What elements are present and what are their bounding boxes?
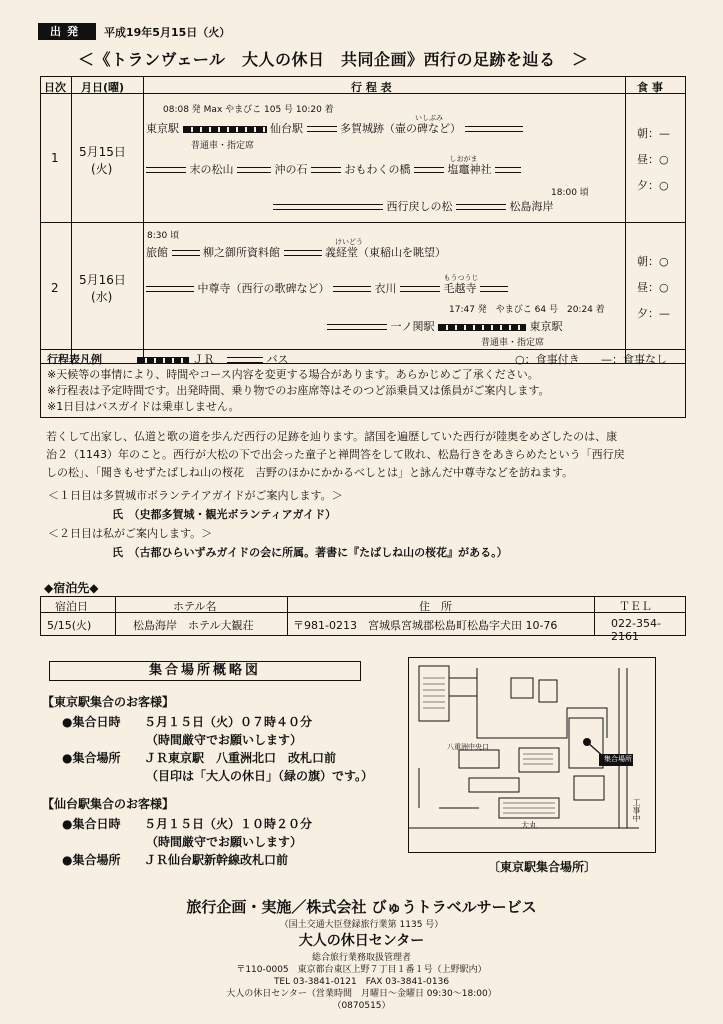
day2-weekday: (水) — [91, 290, 113, 304]
hotel-header-address: 住 所 — [419, 600, 452, 613]
bus-line — [480, 286, 508, 292]
map-label-yaesu: 八重洲中央口 — [447, 743, 489, 751]
day2-time-830: 8:30 頃 — [147, 231, 180, 241]
bus-line — [273, 204, 383, 210]
stop-ishibumi: 碑 — [417, 122, 428, 135]
day1-weekday: (火) — [91, 162, 113, 176]
stop-suenomatsuyama: 末の松山 — [189, 163, 234, 176]
stop-shiogama-wrap — [447, 155, 492, 176]
hotel-cell-name: 松島海岸 ホテル大観荘 — [133, 619, 254, 632]
guide1-name: 氏 （史都多賀城・観光ボランティアガイド） — [112, 508, 337, 521]
guide1-head: ＜１日目は多賀城市ボランテイアガイドがご案内します。＞ — [48, 489, 343, 502]
day1-meal-breakfast: 朝：— — [637, 127, 670, 140]
itinerary-table — [40, 76, 686, 364]
station-map — [408, 657, 656, 853]
header-plan: 行 程 表 — [351, 81, 392, 94]
depart-date: 平成19年5月15日（火） — [104, 26, 231, 39]
sendai-time: ５月１５日（火）１０時２０分 — [144, 817, 313, 831]
footer-company: 旅行企画・実施／株式会社 びゅうトラベルサービス — [186, 898, 537, 916]
stop-chusonji: 中尊寺（西行の歌碑など） — [197, 282, 330, 295]
footer-address: 〒110-0005 東京都台東区上野７丁目１番１号（上野駅内） — [236, 965, 487, 975]
header-day: 日次 — [44, 81, 66, 94]
stop-ichinoseki: 一ノ関駅 — [390, 320, 435, 333]
intro-line: しの松」、「聞きもせずたばしね山の桜花 吉野のほかにかかるべしとは」と詠んだ中尊寺などを訪ねます。 — [46, 466, 574, 479]
jr-line — [183, 126, 267, 133]
note-line: ※1日目はバスガイドは乗車しません。 — [47, 400, 240, 413]
ruby-shiogama: しおがま — [449, 155, 478, 163]
day1-time-1800: 18:00 頃 — [551, 188, 589, 198]
tokyo-time-label: ●集合日時 — [62, 715, 121, 729]
stop-koromogawa: 衣川 — [374, 282, 397, 295]
day2-row3 — [327, 318, 563, 334]
bus-line — [333, 286, 371, 292]
stop-tagajo-tail: など） — [428, 122, 461, 135]
bus-line — [307, 126, 337, 132]
legend-label: 行程表凡例 — [47, 353, 102, 366]
jr-line — [137, 357, 189, 364]
day1-date: 5月15日 — [79, 145, 126, 159]
stop-omowaku: おもわくの橋 — [344, 163, 411, 176]
stop-matsushima: 松島海岸 — [509, 200, 554, 213]
bus-line — [146, 167, 186, 173]
hotel-table — [40, 596, 686, 643]
day1-row3 — [273, 198, 554, 214]
day2-train-note: 17:47 発 やまびこ 64 号 20:24 着 — [449, 305, 605, 315]
day2-date: 5月16日 — [79, 273, 126, 287]
hotel-header-tel: ＴＥＬ — [619, 600, 652, 613]
bus-line — [327, 324, 387, 330]
tokyo-time-note: （時間厳守でお願いします） — [146, 733, 303, 747]
sendai-place-label: ●集合場所 — [62, 853, 121, 867]
sendai-time-label: ●集合日時 — [62, 817, 121, 831]
intro-paragraph — [46, 428, 686, 482]
footer-center: 大人の休日センター — [298, 933, 425, 949]
notes-box — [40, 364, 686, 418]
tokyo-place: ＪＲ東京駅 八重洲北口 改札口前 — [144, 751, 337, 765]
page-title: ＜《トランヴェール 大人の休日 共同企画》西行の足跡を辿る ＞ — [78, 50, 589, 69]
sendai-time-note: （時間厳守でお願いします） — [146, 835, 303, 849]
map-label-construction: 工事中 — [632, 798, 641, 822]
bus-line — [172, 250, 200, 256]
day2-meal-breakfast: 朝：○ — [637, 255, 669, 268]
bus-line — [227, 357, 263, 363]
note-line: ※行程表は予定時間です。出発時間、乗り物でのお座席等はそのつど添乗員又は係員がご案内します。 — [47, 384, 550, 397]
meeting-title: 集合場所概略図 — [49, 661, 361, 681]
stop-tokyo-return: 東京駅 — [529, 320, 563, 333]
stop-modoshi: 西行戻しの松 — [386, 200, 453, 213]
day2-meal-dinner: 夕：— — [637, 307, 670, 320]
hotel-header-name: ホテル名 — [173, 600, 217, 613]
hotel-cell-date: 5/15(火) — [47, 619, 92, 632]
depart-label: 出発 — [38, 23, 96, 40]
bus-line — [400, 286, 440, 292]
bus-line — [284, 250, 322, 256]
sendai-place: ＪＲ仙台駅新幹線改札口前 — [144, 853, 289, 867]
stop-shiogama: 塩竈神社 — [447, 163, 492, 176]
hotel-cell-address: 〒981-0213 宮城県宮城郡松島町松島字犬田 10-76 — [293, 619, 558, 632]
tokyo-place-note: （目印は「大人の休日」（緑の旗）です。） — [146, 769, 374, 783]
legend-bus-label: バス — [266, 353, 289, 366]
stop-yanaginogosho: 柳之御所資料館 — [203, 246, 280, 259]
intro-line: 若くして出家し、仏道と歌の道を歩んだ西行の足跡を辿ります。諸国を遍歴していた西行が陸奥をめざしたのは、康 — [46, 430, 618, 443]
header-meals: 食 事 — [637, 81, 663, 94]
bus-line — [465, 126, 523, 132]
day1-meal-lunch: 昼：○ — [637, 153, 669, 166]
day1-meal-dinner: 夕：○ — [637, 179, 669, 192]
day1-train-note: 08:08 発 Max やまびこ 105 号 10:20 着 — [163, 105, 334, 115]
bus-line — [311, 167, 341, 173]
day2-meal-lunch: 昼：○ — [637, 281, 669, 294]
day2-seat-note: 普通車・指定席 — [481, 338, 545, 348]
header-date: 月日(曜) — [81, 81, 125, 94]
bus-line — [456, 204, 506, 210]
bus-line — [414, 167, 444, 173]
legend-jr-label: ＪＲ — [192, 353, 215, 366]
day1-row2 — [146, 155, 521, 177]
ruby-motsuji: もうつうじ — [443, 274, 479, 282]
guide2-name: 氏 （古都ひらいずみガイドの会に所属。著書に『たばしね山の桜花』がある。） — [112, 546, 508, 559]
bus-line — [237, 167, 271, 173]
day1-row1 — [146, 114, 523, 136]
intro-line: 治２（1143）年のこと。西行が大松の下で出会った童子と禅問答をして敗れ、松島行きをあきらめたという「西行戻 — [46, 448, 625, 461]
stop-gikeido-wrap — [325, 238, 446, 259]
stop-tagajo: 多賀城跡（壷の — [340, 122, 417, 135]
ruby-ishibumi: いしぶみ — [415, 114, 443, 122]
footer-manager: 総合旅行業務取扱管理者 — [311, 953, 411, 963]
hotel-header-date: 宿泊日 — [55, 600, 88, 613]
map-label-daimaru: 大丸 — [521, 821, 537, 830]
day2-row2 — [146, 274, 508, 296]
note-line: ※天候等の事情により、時間やコース内容を変更する場合があります。あらかじめご了承ください。 — [47, 368, 539, 381]
stop-okinoishi: 沖の石 — [274, 163, 308, 176]
ruby-keido: けいどう — [335, 238, 363, 246]
stop-sendai: 仙台駅 — [270, 122, 303, 135]
day1-seat-note: 普通車・指定席 — [191, 141, 255, 151]
footer-phone: TEL 03-3841-0121 FAX 03-3841-0136 — [273, 977, 450, 987]
hotel-cell-tel: 022-354-2161 — [611, 617, 661, 643]
guide2-head: ＜２日目は私がご案内します。＞ — [48, 527, 213, 540]
stop-tokyo: 東京駅 — [146, 122, 179, 135]
stop-motsuji-wrap — [443, 274, 479, 295]
day2-number: 2 — [51, 281, 59, 295]
map-label-meeting: 集合場所 — [604, 755, 632, 763]
stop-ryokan: 旅館 — [146, 246, 168, 259]
sendai-head: 【仙台駅集合のお客様】 — [42, 797, 175, 811]
tokyo-place-label: ●集合場所 — [62, 751, 121, 765]
map-caption: 〔東京駅集合場所〕 — [488, 860, 597, 874]
footer-hours: 大人の休日センター（営業時間 月曜日～金曜日 09:30～18:00） — [226, 989, 497, 999]
footer-code: （0870515） — [332, 1001, 391, 1011]
bus-line — [146, 286, 194, 292]
footer-registration: （国土交通大臣登録旅行業第 1135 号） — [279, 920, 444, 930]
legend-meal-yes: ○：食事付き — [515, 353, 580, 366]
hotel-section-title: ◆宿泊先◆ — [44, 581, 99, 595]
day1-number: 1 — [51, 151, 59, 165]
stop-ishibumi-wrap — [415, 114, 443, 135]
legend-meal-no: —：食事なし — [601, 353, 667, 366]
tokyo-head: 【東京駅集合のお客様】 — [42, 695, 175, 709]
day2-row1 — [146, 238, 446, 260]
bus-line — [495, 167, 521, 173]
jr-line — [438, 324, 526, 331]
tokyo-time: ５月１５日（火）０７時４０分 — [144, 715, 313, 729]
stop-motsuji: 毛越寺 — [443, 282, 477, 295]
stop-gikeido: 義経堂（東稲山を眺望） — [325, 246, 446, 259]
